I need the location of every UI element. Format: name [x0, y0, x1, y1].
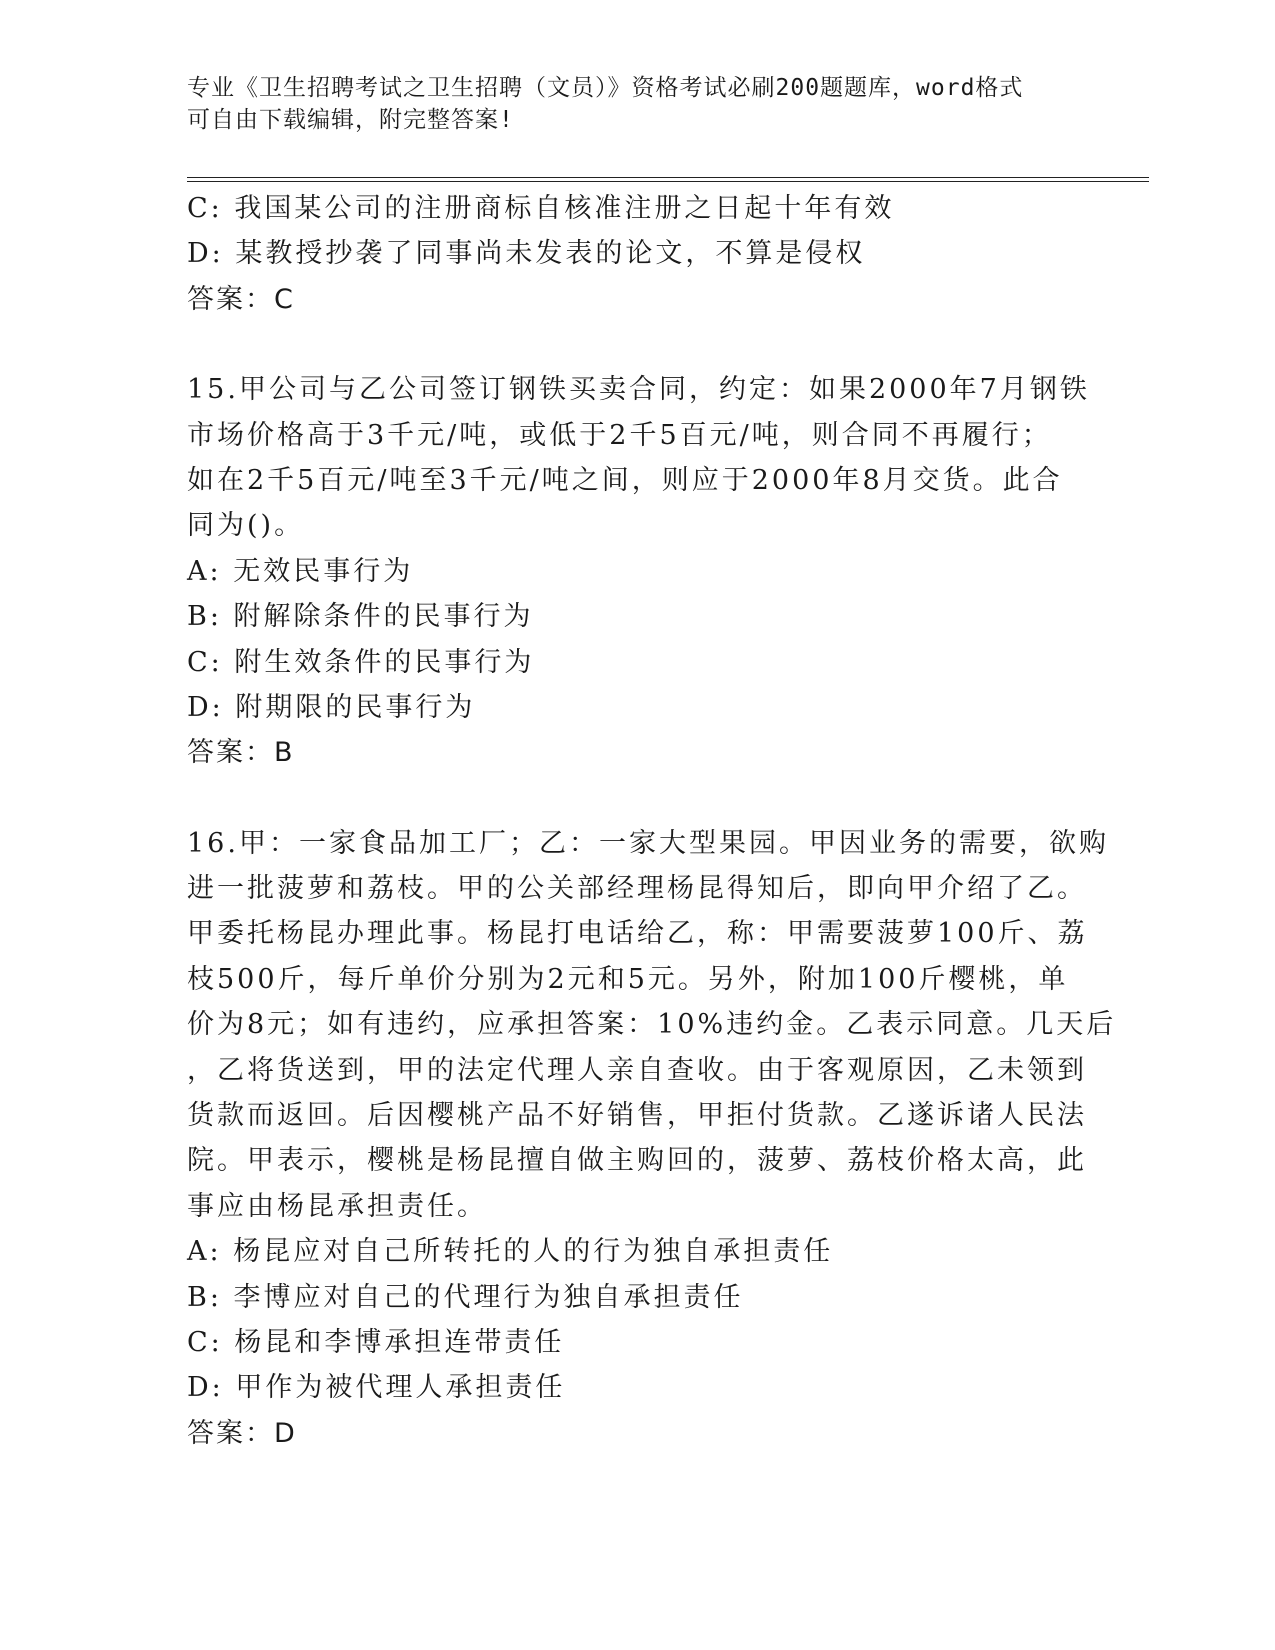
question-text-line: 16.甲：一家食品加工厂；乙：一家大型果园。甲因业务的需要，欲购 [187, 827, 1109, 859]
question-text-line: 如在2千5百元/吨至3千元/吨之间，则应于2000年8月交货。此合 [187, 464, 1063, 496]
option-label: A: [187, 1236, 222, 1268]
option-label: B: [187, 1281, 222, 1313]
option-label: A: [187, 555, 222, 587]
question-text-line: 货款而返回。后因樱桃产品不好销售，甲拒付货款。乙遂诉诸人民法 [187, 1100, 1087, 1132]
spacer [187, 776, 1107, 821]
header-rule-bottom [187, 181, 1149, 182]
header-line-2: 可自由下载编辑，附完整答案! [187, 107, 514, 133]
option-text: 李博应对自己的代理行为独自承担责任 [233, 1281, 744, 1313]
option-text: 我国某公司的注册商标自核准注册之日起十年有效 [234, 193, 895, 224]
option-text: 附解除条件的民事行为 [233, 601, 534, 633]
option-b [187, 594, 1107, 639]
option-d [187, 685, 1107, 730]
question-15-block [187, 367, 1107, 776]
header-rule-top [187, 177, 1149, 178]
option-c [187, 640, 1107, 685]
option-label: C: [187, 1326, 223, 1358]
option-label: D: [187, 691, 224, 723]
document-header [187, 72, 1067, 136]
option-text: 杨昆和李博承担连带责任 [234, 1326, 565, 1358]
question-text-line: 市场价格高于3千元/吨，或低于2千5百元/吨，则合同不再履行； [187, 419, 1052, 451]
question-text-line: 甲委托杨昆办理此事。杨昆打电话给乙，称：甲需要菠萝100斤、荔 [187, 918, 1088, 950]
option-label: D: [187, 1372, 224, 1404]
question-text-line: 进一批菠萝和荔枝。甲的公关部经理杨昆得知后，即向甲介绍了乙。 [187, 873, 1087, 905]
question-text-line: 15.甲公司与乙公司签订钢铁买卖合同，约定：如果2000年7月钢铁 [187, 374, 1090, 406]
option-a [187, 549, 1107, 594]
question-text-line: 事应由杨昆承担责任。 [187, 1190, 487, 1222]
option-text: 附生效条件的民事行为 [234, 646, 535, 678]
option-label: D: [187, 238, 224, 270]
answer-line: 答案：B [187, 737, 295, 769]
header-line-1: 专业《卫生招聘考试之卫生招聘（文员）》资格考试必刷200题题库，word格式 [187, 75, 1024, 101]
option-text: 附期限的民事行为 [235, 691, 476, 723]
option-d [187, 231, 1107, 276]
option-text: 甲作为被代理人承担责任 [235, 1372, 566, 1404]
question-text-line: ，乙将货送到，甲的法定代理人亲自查收。由于客观原因，乙未领到 [187, 1054, 1087, 1086]
option-label: C: [187, 646, 223, 678]
option-d [187, 1365, 1107, 1410]
option-label: C: [187, 193, 223, 224]
question-text-line: 枝500斤，每斤单价分别为2元和5元。另外，附加100斤樱桃，单 [187, 963, 1069, 995]
option-text: 无效民事行为 [233, 555, 414, 587]
option-a [187, 1229, 1107, 1274]
question-text-line: 同为()。 [187, 510, 305, 542]
question-text-line: 院。甲表示，樱桃是杨昆擅自做主购回的，菠萝、荔枝价格太高，此 [187, 1145, 1087, 1177]
option-text: 某教授抄袭了同事尚未发表的论文，不算是侵权 [235, 238, 866, 270]
answer-line: 答案：C [187, 283, 295, 315]
question-text-line: 价为8元；如有违约，应承担答案：10%违约金。乙表示同意。几天后 [187, 1009, 1117, 1041]
prev-question-block [187, 186, 1107, 322]
document-body [187, 186, 1117, 1456]
option-c [187, 186, 1107, 231]
option-text: 杨昆应对自己所转托的人的行为独自承担责任 [233, 1236, 834, 1268]
option-b [187, 1275, 1107, 1320]
question-16-block [187, 821, 1117, 1456]
answer-line: 答案：D [187, 1417, 297, 1449]
spacer [187, 322, 1107, 367]
option-c [187, 1320, 1107, 1365]
option-label: B: [187, 601, 222, 633]
